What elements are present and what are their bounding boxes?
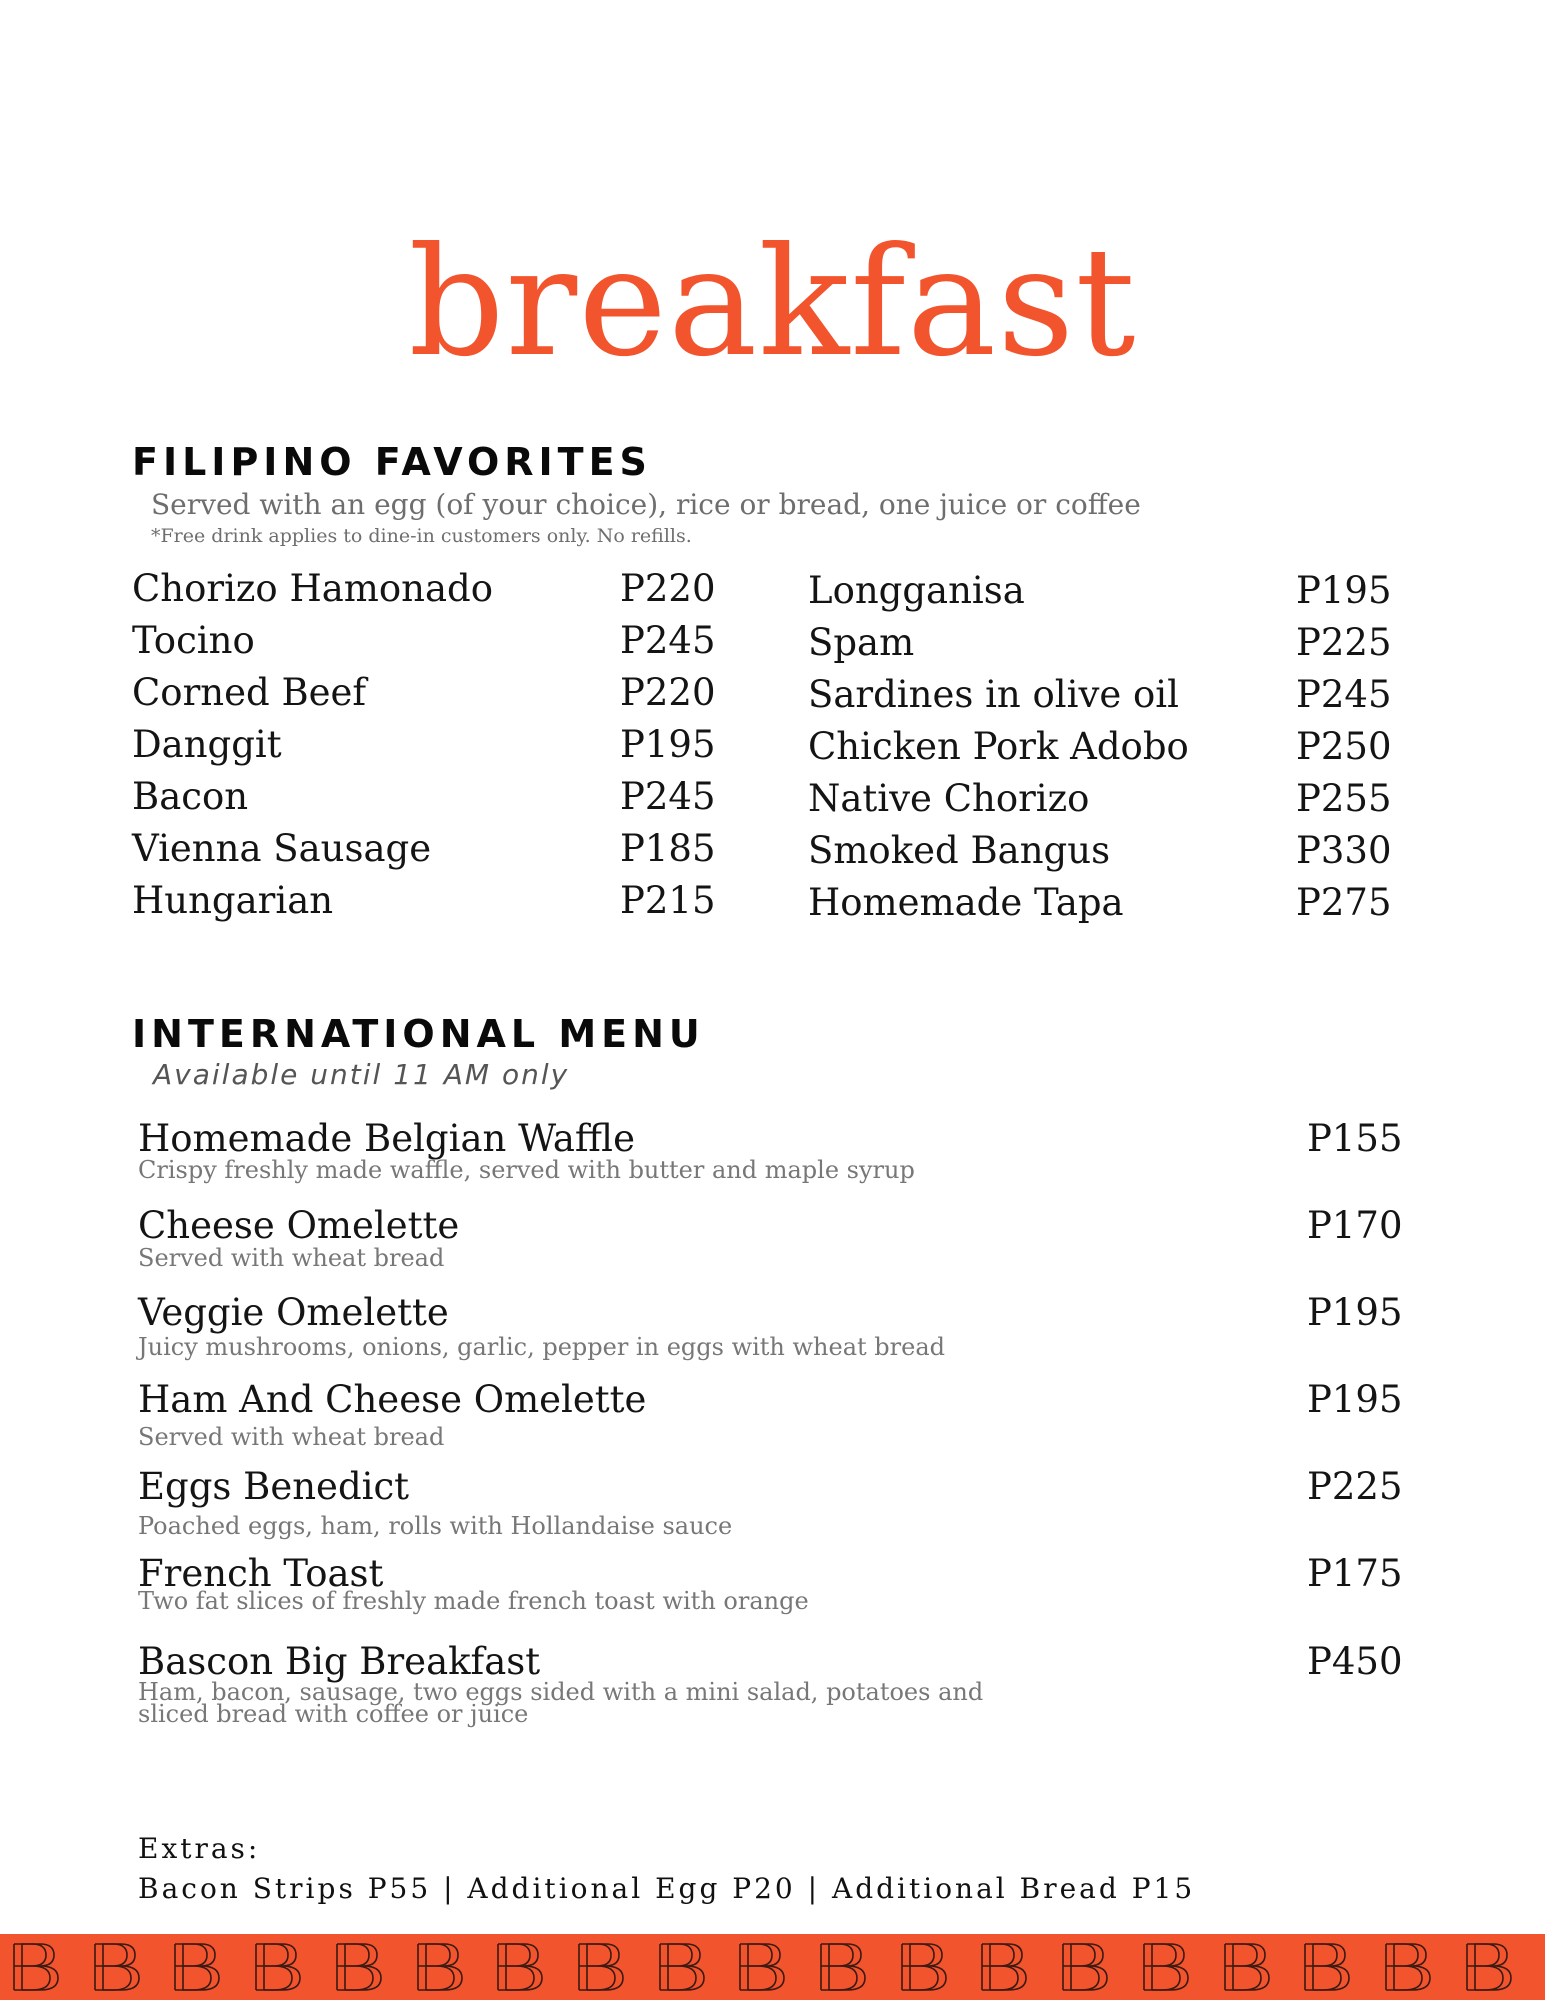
menu-item-name: Homemade Tapa bbox=[808, 881, 1124, 924]
menu-item-name: Hungarian bbox=[132, 879, 334, 922]
b-monogram-icon bbox=[167, 1938, 225, 1996]
menu-item-name: Spam bbox=[808, 621, 915, 664]
intl-item-description: Crispy freshly made waffle, served with butter and maple syrup bbox=[138, 1156, 915, 1184]
menu-item-name: Danggit bbox=[132, 723, 282, 766]
menu-item-name: Corned Beef bbox=[132, 671, 367, 714]
menu-item-price: P275 bbox=[1296, 881, 1392, 924]
menu-item-price: P255 bbox=[1296, 777, 1392, 820]
menu-item-price: P215 bbox=[620, 879, 716, 922]
intl-item-name: Bascon Big Breakfast bbox=[138, 1640, 541, 1683]
intl-item-price: P195 bbox=[1307, 1291, 1403, 1334]
intl-item-description: Two fat slices of freshly made french toast with orange bbox=[138, 1587, 809, 1615]
filipino-note: *Free drink applies to dine-in customers only. No refills. bbox=[151, 525, 692, 547]
intl-item-price: P195 bbox=[1307, 1378, 1403, 1421]
intl-item-price: P225 bbox=[1307, 1465, 1403, 1508]
b-monogram-icon bbox=[813, 1938, 871, 1996]
menu-item-name: Native Chorizo bbox=[808, 777, 1090, 820]
b-monogram-icon bbox=[87, 1938, 145, 1996]
intl-item-description: Poached eggs, ham, rolls with Hollandaise sauce bbox=[138, 1512, 733, 1540]
intl-item-description: Juicy mushrooms, onions, garlic, pepper in eggs with wheat bread bbox=[138, 1333, 946, 1361]
menu-item-price: P245 bbox=[1296, 673, 1392, 716]
footer-pattern-band bbox=[0, 1934, 1545, 2000]
menu-item-price: P195 bbox=[1296, 569, 1392, 612]
b-monogram-icon bbox=[329, 1938, 387, 1996]
menu-item-price: P330 bbox=[1296, 829, 1392, 872]
extras-line: Bacon Strips P55 | Additional Egg P20 | Additional Bread P15 bbox=[138, 1872, 1196, 1905]
b-monogram-icon bbox=[490, 1938, 548, 1996]
b-monogram-icon bbox=[571, 1938, 629, 1996]
b-monogram-icon bbox=[1539, 1938, 1545, 1996]
menu-item-price: P220 bbox=[620, 671, 716, 714]
section-heading-filipino: FILIPINO FAVORITES bbox=[132, 440, 652, 484]
section-heading-international: INTERNATIONAL MENU bbox=[132, 1012, 705, 1056]
intl-item-price: P450 bbox=[1307, 1640, 1403, 1683]
b-monogram-icon bbox=[410, 1938, 468, 1996]
b-monogram-icon bbox=[1297, 1938, 1355, 1996]
filipino-subtitle: Served with an egg (of your choice), rice or bread, one juice or coffee bbox=[151, 488, 1141, 521]
intl-item-name: Veggie Omelette bbox=[138, 1291, 449, 1334]
b-monogram-icon bbox=[1055, 1938, 1113, 1996]
menu-item-price: P250 bbox=[1296, 725, 1392, 768]
b-monogram-icon bbox=[6, 1938, 64, 1996]
intl-item-description: Ham, bacon, sausage, two eggs sided with a mini salad, potatoes and sliced bread with coffee or juice bbox=[138, 1678, 984, 1728]
intl-item-price: P175 bbox=[1307, 1552, 1403, 1595]
intl-item-description: Served with wheat bread bbox=[138, 1423, 445, 1451]
intl-item-name: Homemade Belgian Waffle bbox=[138, 1117, 635, 1160]
menu-item-price: P195 bbox=[620, 723, 716, 766]
intl-item-description: Served with wheat bread bbox=[138, 1244, 445, 1272]
menu-item-name: Bacon bbox=[132, 775, 249, 818]
menu-item-price: P185 bbox=[620, 827, 716, 870]
extras-label: Extras: bbox=[138, 1832, 261, 1865]
menu-item-name: Chicken Pork Adobo bbox=[808, 725, 1189, 768]
menu-item-price: P245 bbox=[620, 775, 716, 818]
b-monogram-icon bbox=[894, 1938, 952, 1996]
b-monogram-icon bbox=[248, 1938, 306, 1996]
intl-item-price: P170 bbox=[1307, 1204, 1403, 1247]
menu-item-name: Chorizo Hamonado bbox=[132, 567, 494, 610]
menu-item-price: P220 bbox=[620, 567, 716, 610]
b-monogram-icon bbox=[1136, 1938, 1194, 1996]
menu-item-name: Longganisa bbox=[808, 569, 1025, 612]
intl-item-name: Eggs Benedict bbox=[138, 1465, 410, 1508]
menu-item-name: Smoked Bangus bbox=[808, 829, 1111, 872]
intl-item-name: French Toast bbox=[138, 1552, 384, 1595]
b-monogram-icon bbox=[652, 1938, 710, 1996]
menu-item-name: Vienna Sausage bbox=[132, 827, 432, 870]
menu-item-price: P245 bbox=[620, 619, 716, 662]
b-monogram-icon bbox=[732, 1938, 790, 1996]
intl-item-price: P155 bbox=[1307, 1117, 1403, 1160]
page-title: breakfast bbox=[408, 216, 1137, 390]
b-monogram-icon bbox=[1459, 1938, 1517, 1996]
intl-item-name: Cheese Omelette bbox=[138, 1204, 460, 1247]
menu-item-price: P225 bbox=[1296, 621, 1392, 664]
menu-item-name: Sardines in olive oil bbox=[808, 673, 1179, 716]
intl-item-name: Ham And Cheese Omelette bbox=[138, 1378, 647, 1421]
b-monogram-icon bbox=[1217, 1938, 1275, 1996]
b-monogram-icon bbox=[1378, 1938, 1436, 1996]
menu-item-name: Tocino bbox=[132, 619, 255, 662]
b-monogram-icon bbox=[974, 1938, 1032, 1996]
international-subtitle: Available until 11 AM only bbox=[153, 1058, 570, 1091]
